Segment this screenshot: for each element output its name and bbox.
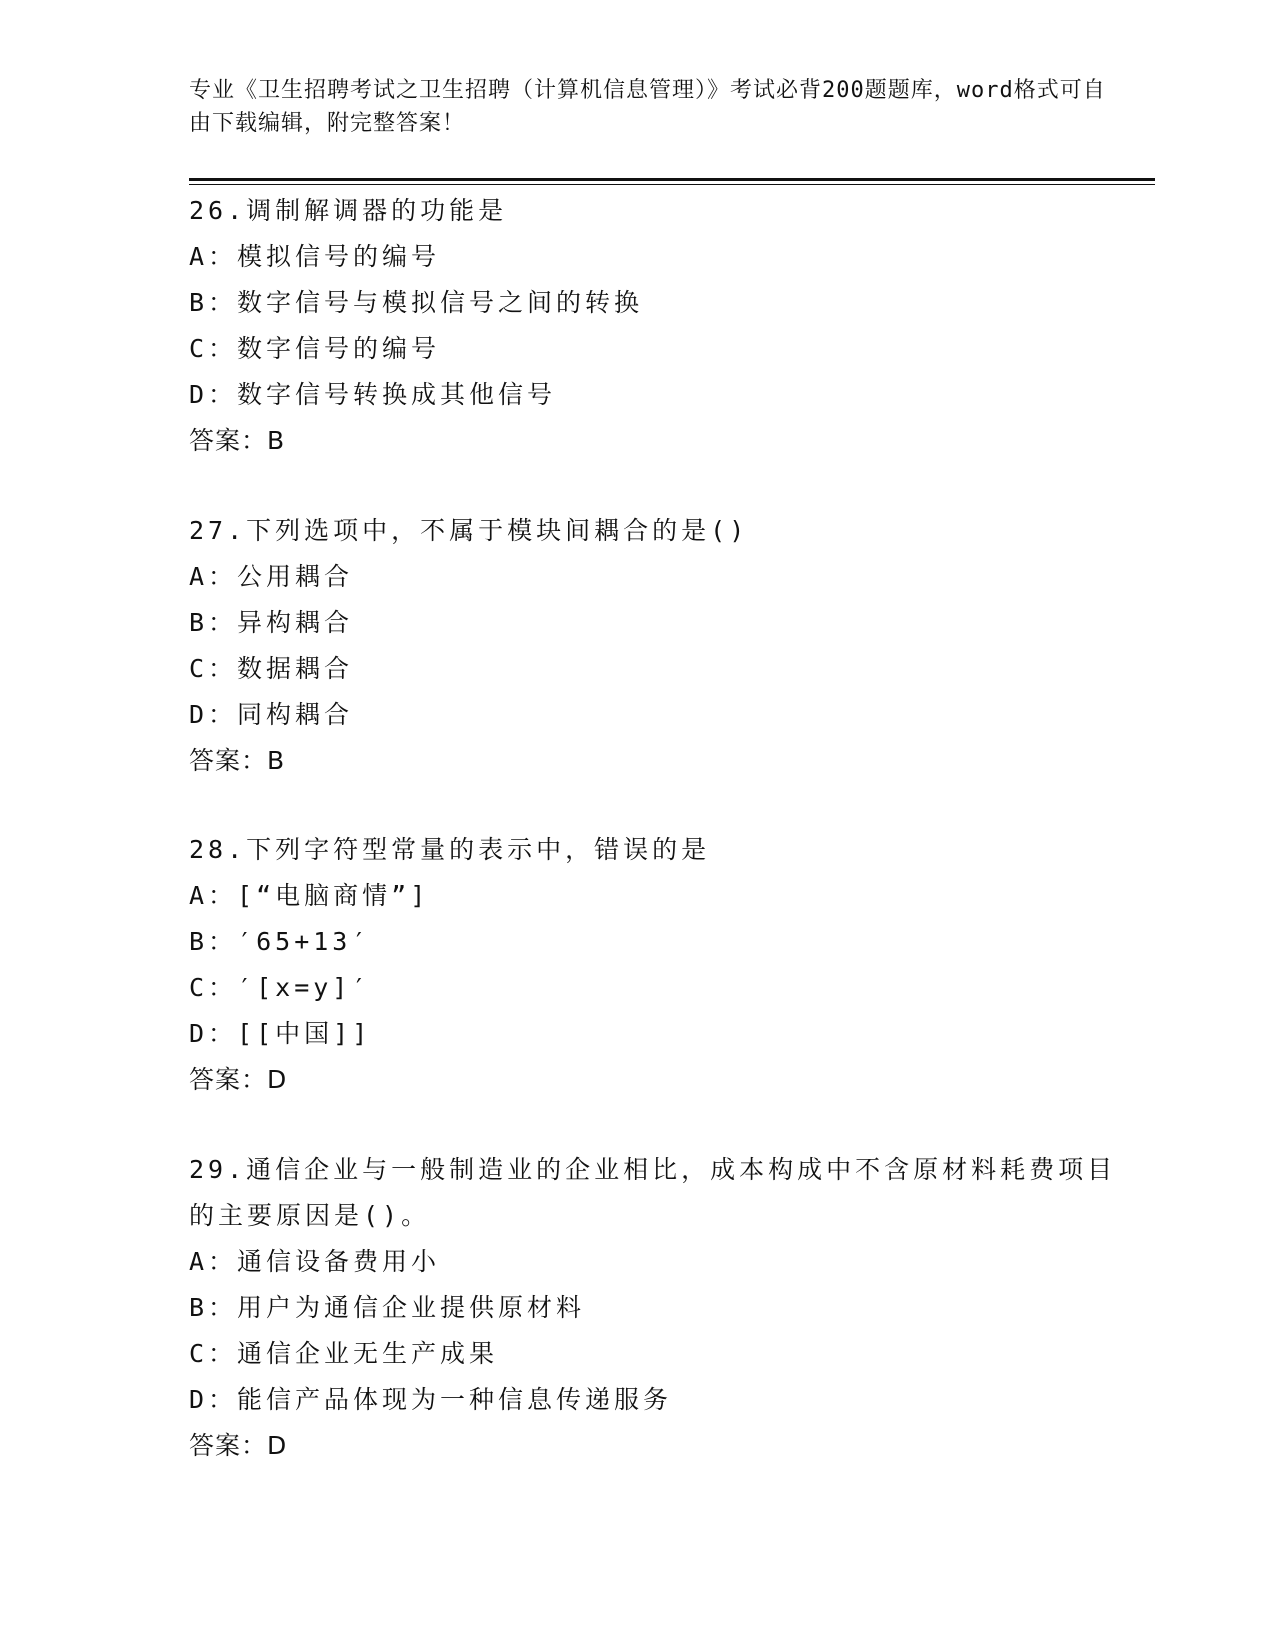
document-header: 专业《卫生招聘考试之卫生招聘（计算机信息管理）》考试必背200题题库，word格式可自由下载编辑，附完整答案！ — [189, 78, 1106, 136]
option-a: A：公用耦合 — [189, 562, 354, 591]
option-a: A：[“电脑商情”] — [189, 881, 430, 910]
option-b: B：用户为通信企业提供原材料 — [189, 1293, 586, 1322]
question-stem: 27.下列选项中，不属于模块间耦合的是() — [189, 516, 749, 545]
question-28 — [189, 827, 1119, 1103]
option-d: D：[[中国]] — [189, 1019, 372, 1048]
header-divider-thin — [189, 184, 1155, 185]
option-d: D：同构耦合 — [189, 700, 354, 729]
option-d: D：能信产品体现为一种信息传递服务 — [189, 1385, 673, 1414]
option-b: B：异构耦合 — [189, 608, 354, 637]
header-divider-thick — [189, 178, 1155, 181]
option-c: C：数据耦合 — [189, 654, 354, 683]
answer-line: 答案：D — [189, 1431, 288, 1460]
option-b: B：′65+13′ — [189, 927, 371, 956]
option-c: C：数字信号的编号 — [189, 334, 441, 363]
question-26 — [189, 188, 1119, 464]
question-stem: 28.下列字符型常量的表示中，错误的是 — [189, 835, 711, 864]
question-29 — [189, 1147, 1119, 1469]
option-a: A：模拟信号的编号 — [189, 242, 441, 271]
question-stem: 26.调制解调器的功能是 — [189, 196, 508, 225]
option-a: A：通信设备费用小 — [189, 1247, 441, 1276]
option-b: B：数字信号与模拟信号之间的转换 — [189, 288, 644, 317]
option-d: D：数字信号转换成其他信号 — [189, 380, 557, 409]
option-c: C：通信企业无生产成果 — [189, 1339, 499, 1368]
question-stem: 29.通信企业与一般制造业的企业相比，成本构成中不含原材料耗费项目的主要原因是()。 — [189, 1155, 1117, 1230]
option-c: C：′[x=y]′ — [189, 973, 371, 1002]
answer-line: 答案：D — [189, 1065, 288, 1094]
answer-line: 答案：B — [189, 426, 286, 455]
question-27 — [189, 508, 1119, 784]
answer-line: 答案：B — [189, 746, 286, 775]
